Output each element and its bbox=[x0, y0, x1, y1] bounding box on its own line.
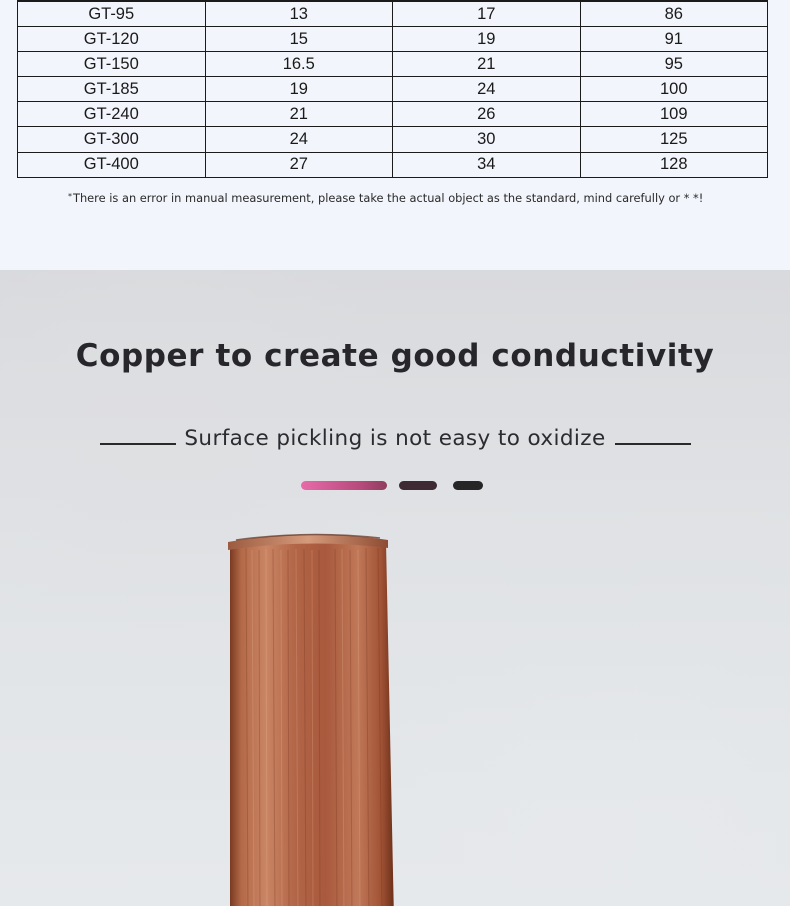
table-cell: GT-400 bbox=[18, 152, 206, 177]
table-cell: 19 bbox=[393, 26, 581, 51]
table-cell: 24 bbox=[393, 77, 581, 102]
table-row bbox=[18, 127, 768, 152]
table-row bbox=[18, 1, 768, 26]
table-cell: GT-300 bbox=[18, 127, 206, 152]
table-cell: 100 bbox=[580, 77, 768, 102]
table-cell: 21 bbox=[393, 51, 581, 76]
table-cell: GT-150 bbox=[18, 51, 206, 76]
table-row bbox=[18, 26, 768, 51]
table-cell: GT-185 bbox=[18, 77, 206, 102]
table-cell: 15 bbox=[205, 26, 393, 51]
table-row bbox=[18, 102, 768, 127]
copper-tube-image bbox=[218, 520, 402, 906]
table-cell: 17 bbox=[393, 1, 581, 26]
table-cell: 19 bbox=[205, 77, 393, 102]
feature-headline: Copper to create good conductivity bbox=[75, 338, 715, 374]
table-cell: GT-240 bbox=[18, 102, 206, 127]
table-row bbox=[18, 77, 768, 102]
table-cell: 30 bbox=[393, 127, 581, 152]
table-cell: 91 bbox=[580, 26, 768, 51]
indicator-dot-3 bbox=[453, 481, 483, 490]
spec-section bbox=[0, 0, 790, 270]
table-cell: 27 bbox=[205, 152, 393, 177]
feature-subline: Surface pickling is not easy to oxidize bbox=[184, 426, 606, 451]
table-cell: 26 bbox=[393, 102, 581, 127]
feature-section bbox=[0, 270, 790, 906]
table-cell: 34 bbox=[393, 152, 581, 177]
table-cell: 16.5 bbox=[205, 51, 393, 76]
footnote-text: There is an error in manual measurement, please take the actual object as the standard, mind carefully or * *! bbox=[73, 191, 704, 205]
indicator-dot-2 bbox=[399, 481, 437, 490]
table-cell: 125 bbox=[580, 127, 768, 152]
table-cell: GT-95 bbox=[18, 1, 206, 26]
page-indicator bbox=[0, 481, 790, 491]
feature-subline-row bbox=[0, 426, 790, 456]
footnote-marker: * bbox=[68, 192, 72, 201]
table-cell: 21 bbox=[205, 102, 393, 127]
table-cell: 109 bbox=[580, 102, 768, 127]
table-cell: 24 bbox=[205, 127, 393, 152]
table-cell: GT-120 bbox=[18, 26, 206, 51]
table-cell: 13 bbox=[205, 1, 393, 26]
table-cell: 95 bbox=[580, 51, 768, 76]
table-cell: 128 bbox=[580, 152, 768, 177]
indicator-dot-1 bbox=[301, 481, 387, 490]
table-row bbox=[18, 152, 768, 177]
measurement-footnote bbox=[68, 191, 768, 205]
right-divider bbox=[615, 443, 691, 445]
table-cell: 86 bbox=[580, 1, 768, 26]
spec-table bbox=[17, 0, 768, 178]
table-row bbox=[18, 51, 768, 76]
